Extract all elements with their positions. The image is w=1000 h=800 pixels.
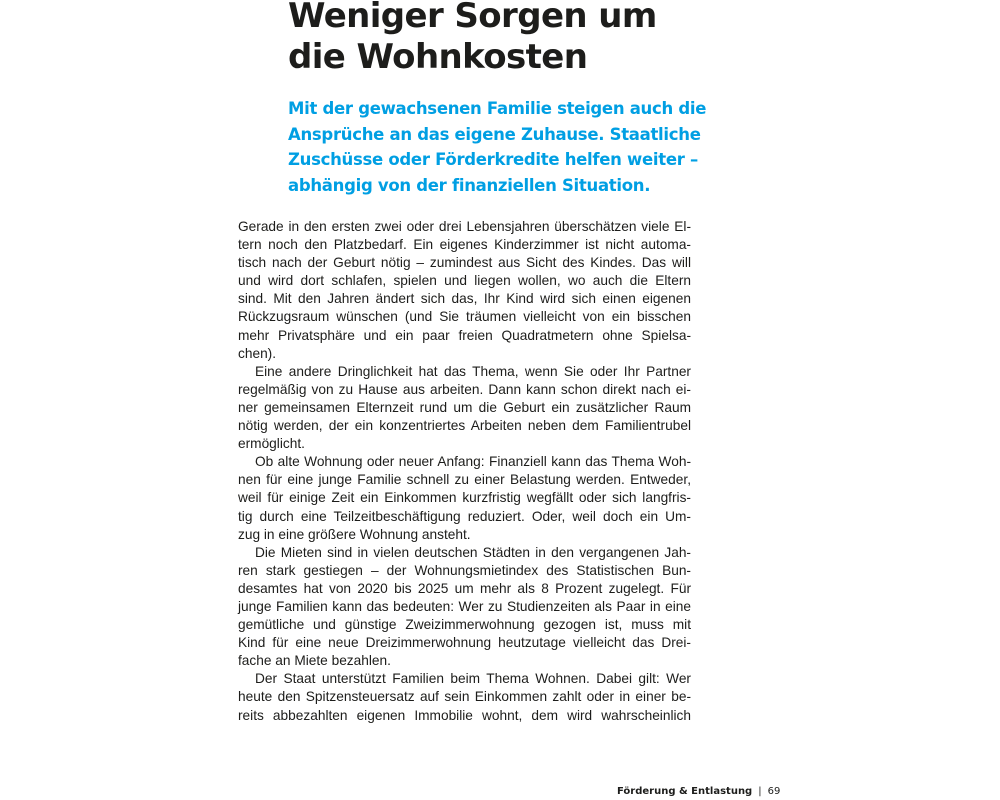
body-paragraph — [238, 453, 691, 543]
text-line: zug in eine größere Wohnung ansteht. — [238, 526, 471, 542]
text-line: tig durch eine Teilzeitbeschäftigung reduziert. Oder, weil doch ein Um- — [238, 508, 691, 524]
body-paragraph — [238, 363, 691, 453]
text-line: ner gemeinsamen Elternzeit rund um die Geburt ein zusätzlicher Raum — [238, 399, 691, 415]
page-number: 69 — [767, 786, 781, 797]
text-line: weil für einige Zeit ein Einkommen kurzfristig wegfällt oder sich langfris- — [238, 490, 691, 506]
text-line: Ob alte Wohnung oder neuer Anfang: Finanziell kann das Thema Woh- — [255, 454, 691, 470]
text-line: fache an Miete bezahlen. — [238, 653, 391, 669]
body-paragraph — [238, 670, 691, 724]
text-line: Kind für eine neue Dreizimmerwohnung heutzutage vielleicht das Drei- — [238, 635, 691, 651]
footer-section-title: Förderung & Entlastung — [617, 786, 753, 797]
text-line: tern noch den Platzbedarf. Ein eigenes Kinderzimmer ist nicht automa- — [238, 237, 691, 253]
text-line: desamtes hat von 2020 bis 2025 um mehr als 8 Prozent zugelegt. Für — [238, 580, 691, 596]
text-line: mehr Privatsphäre und ein paar freien Quadratmetern ohne Spielsa- — [238, 327, 691, 343]
headline — [288, 0, 758, 78]
lead-line: Zuschüsse oder Förderkredite helfen weiter – — [288, 150, 698, 169]
text-line: nötig werden, der ein konzentriertes Arbeiten neben dem Familientrubel — [238, 418, 691, 434]
headline-line: die Wohnkosten — [288, 37, 588, 77]
text-line: reits abbezahlten eigenen Immobilie wohnt, dem wird wahrscheinlich — [238, 707, 691, 723]
text-line: regelmäßig von zu Hause aus arbeiten. Dann kann schon direkt nach ei- — [238, 381, 691, 397]
text-line: Der Staat unterstützt Familien beim Thema Wohnen. Dabei gilt: Wer — [255, 671, 691, 687]
body-paragraph — [238, 544, 691, 671]
text-line: Eine andere Dringlichkeit hat das Thema, wenn Sie oder Ihr Partner — [255, 363, 691, 379]
text-line: junge Familien kann das bedeuten: Wer zu Studienzeiten als Paar in eine — [238, 598, 691, 614]
footer-separator: | — [758, 786, 762, 797]
body-paragraph — [238, 218, 691, 363]
text-line: heute den Spitzensteuersatz auf sein Einkommen zahlt oder in einer be- — [238, 689, 691, 705]
text-line: Gerade in den ersten zwei oder drei Lebensjahren überschätzen viele El- — [238, 219, 691, 234]
text-line: sind. Mit den Jahren ändert sich das, Ihr Kind wird sich einen eigenen — [238, 291, 691, 307]
text-line: nen für eine junge Familie schnell zu einer Belastung werden. Entweder, — [238, 472, 691, 488]
lead-line: Mit der gewachsenen Familie steigen auch die — [288, 99, 707, 118]
text-line: Rückzugsraum wünschen (und Sie träumen vielleicht von ein bisschen — [238, 309, 691, 325]
text-line: tisch nach der Geburt nötig – zumindest aus Sicht des Kindes. Das will — [238, 255, 691, 271]
text-line: chen). — [238, 345, 277, 361]
lead-line: Ansprüche an das eigene Zuhause. Staatliche — [288, 124, 701, 144]
text-line: ermöglicht. — [238, 436, 305, 452]
text-line: ren stark gestiegen – der Wohnungsmietindex des Statistischen Bun- — [238, 562, 691, 578]
lead-line: abhängig von der finanziellen Situation. — [288, 175, 651, 195]
text-line: Die Mieten sind in vielen deutschen Städten in den vergangenen Jah- — [255, 544, 691, 560]
headline-line: Weniger Sorgen um — [288, 0, 657, 36]
body-text — [238, 218, 691, 725]
text-line: gemütliche und günstige Zweizimmerwohnung gezogen ist, muss mit — [238, 617, 691, 633]
text-line: und wird dort schlafen, spielen und liegen wollen, wo auch die Eltern — [238, 273, 691, 289]
lead-paragraph — [288, 96, 708, 198]
page-footer — [617, 785, 780, 799]
